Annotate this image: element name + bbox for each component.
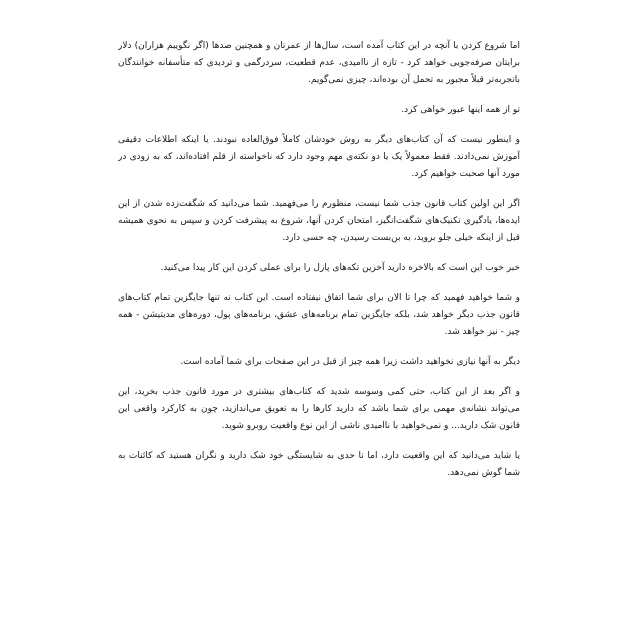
paragraph: اگر این اولین کتاب قانون جذب شما نیست، منظورم را می‌فهمید. شما می‌دانید که شگفت‌زده شدن از این ایده‌ها، یادگیری تکنیک‌های شگفت‌انگیز، امتحان کردن آنها، شروع به پیشرفت کردن و سپس به نحوی همیشه قبل از اینکه خیلی جلو بروید، به بن‌بست رسیدن، چه حسی دارد. <box>118 199 520 243</box>
paragraph: اما شروع کردن با آنچه در این کتاب آمده است، سال‌ها از عمرتان و همچنین صدها (اگر نگوییم هزاران) دلار برایتان صرفه‌جویی خواهد کرد - تازه از ناامیدی، عدم قطعیت، سردرگمی و تردیدی که متأسفانه خوانندگان باتجربه‌تر قبلاً مجبور به تحمل آن بوده‌اند، چیزی نمی‌گویم. <box>118 41 520 85</box>
paragraph: خبر خوب این است که بالاخره دارید آخرین تکه‌های پازل را برای عملی کردن این کار پیدا می‌کنید. <box>160 263 520 273</box>
paragraph: یا شاید می‌دانید که این واقعیت دارد، اما تا حدی به شایستگی خود شک دارید و نگران هستید که کائنات به شما گوش نمی‌دهد. <box>118 451 520 478</box>
paragraph: دیگر به آنها نیازی نخواهید داشت زیرا همه چیز از قبل در این صفحات برای شما آماده است. <box>180 357 520 367</box>
document-page <box>118 38 520 638</box>
paragraph: و اینطور نیست که آن کتاب‌های دیگر به روش خودشان کاملاً فوق‌العاده نبودند. یا اینکه اطلاعات دقیقی آموزش نمی‌دادند. فقط معمولاً یک یا دو نکته‌ی مهم وجود دارد که ناخواسته از قلم افتاده‌اند، که به زودی در مورد آنها صحبت خواهیم کرد. <box>118 135 520 179</box>
paragraph: و شما خواهید فهمید که چرا تا الان برای شما اتفاق نیفتاده است. این کتاب نه تنها جایگزین تمام کتاب‌های قانون جذب دیگر خواهد شد، بلکه جایگزین تمام برنامه‌های عشق، برنامه‌های پول، دوره‌های مدیتیشن - همه چیز - نیز خواهد شد. <box>118 293 520 337</box>
paragraph: تو از همه اینها عبور خواهی کرد. <box>401 105 520 115</box>
paragraph: و اگر بعد از این کتاب، حتی کمی وسوسه شدید که کتاب‌های بیشتری در مورد قانون جذب بخرید، این می‌تواند نشانه‌ی مهمی برای شما باشد که دارید کارها را به تعویق می‌اندازید، چون به کارکرد واقعی این قانون شک دارید... و نمی‌خواهید با ناامیدی ناشی از این نوع واقعیت روبرو شوید. <box>118 387 520 431</box>
